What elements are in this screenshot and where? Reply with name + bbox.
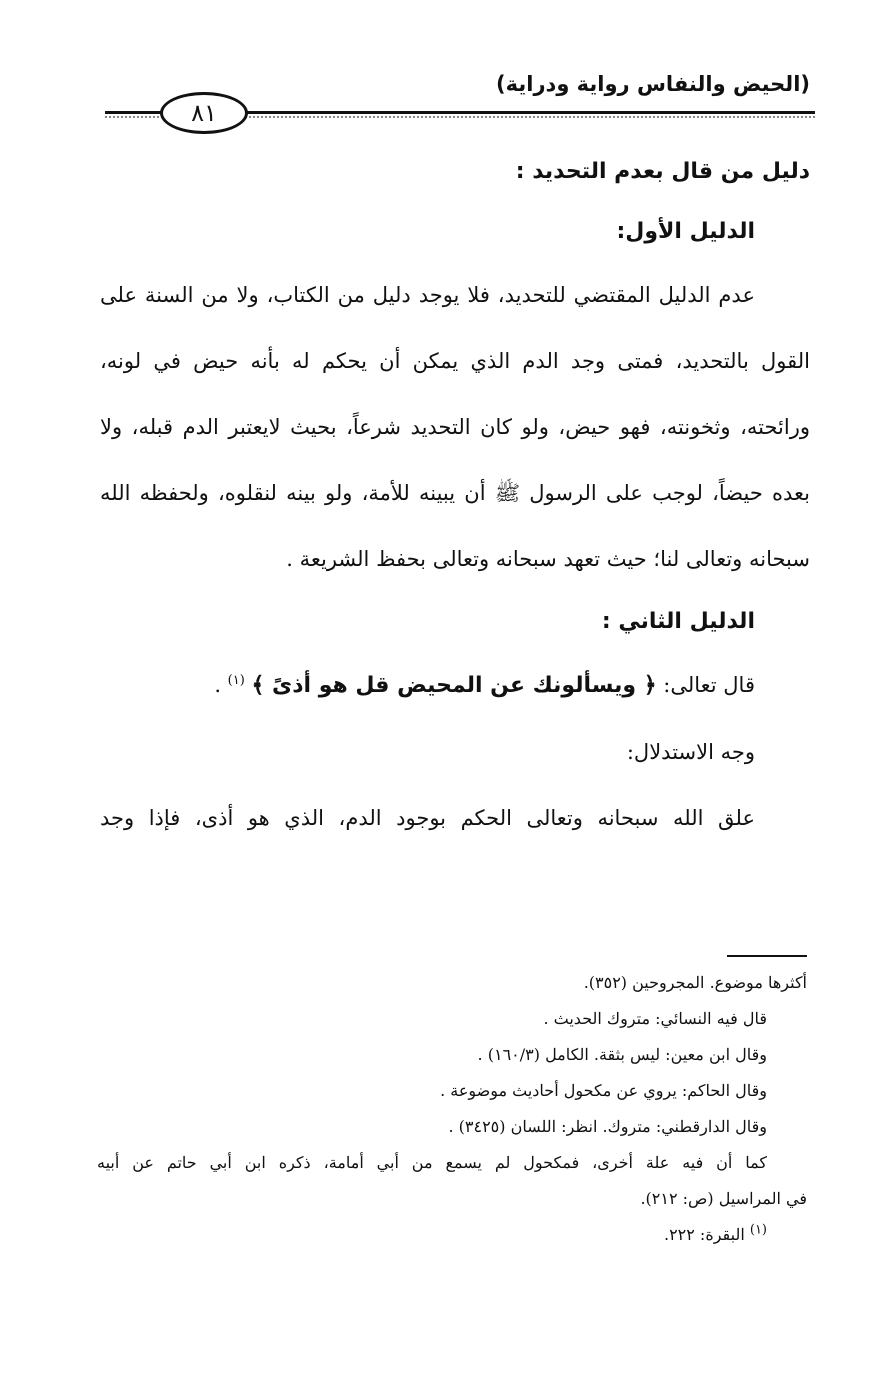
footnote-line: كما أن فيه علة أخرى، فمكحول لم يسمع من أبي أمامة، ذكره ابن أبي حاتم عن أبيه — [97, 1153, 767, 1172]
main-text — [100, 142, 810, 851]
footnote-ref-text: البقرة: ٢٢٢. — [663, 1225, 750, 1244]
section-heading: دليل من قال بعدم التحديد : — [515, 159, 810, 184]
reasoning-paragraph: علق الله سبحانه وتعالى الحكم بوجود الدم، الذي هو أذى، فإذا وجد — [100, 806, 755, 830]
second-proof-heading: الدليل الثاني : — [601, 609, 755, 634]
footnote-ref-marker: (١) — [749, 1222, 767, 1238]
verse-intro: قال تعالى: — [656, 673, 755, 697]
reasoning-heading: وجه الاستدلال: — [626, 740, 755, 764]
verse-end: . — [214, 673, 228, 697]
footnote-line: في المراسيل (ص: ٢١٢). — [640, 1189, 807, 1208]
verse-line — [100, 652, 810, 719]
quran-verse: ﴿ ويسألونك عن المحيض قل هو أذىً ﴾ — [251, 673, 657, 698]
footnotes — [97, 965, 807, 1253]
footnote-line: وقال الحاكم: يروي عن مكحول أحاديث موضوعة . — [440, 1081, 767, 1100]
footnote-reference — [97, 1217, 807, 1253]
first-proof-paragraph: عدم الدليل المقتضي للتحديد، فلا يوجد دليل من الكتاب، ولا من السنة على القول بالتحديد، فمتى وجد الدم الذي يمكن أن يحكم له بأنه حيض في لونه، ورائحته، وثخونته، فهو حيض، ولو كان التحديد شرعاً، بحيث لايعتبر الدم قبله، ولا بعده حيضاً، لوجب على الرسول ﷺ أن يبينه للأمة، ولو بينه لنقلوه، ولحفظه الله سبحانه وتعالى لنا؛ حيث تعهد سبحانه وتعالى بحفظ الشريعة . — [100, 283, 810, 571]
footnote-line: وقال الدارقطني: متروك. انظر: اللسان (٣٤٢٥) . — [448, 1117, 767, 1136]
footnote-marker: (١) — [227, 673, 245, 688]
footnote-line: أكثرها موضوع. المجروحين (٣٥٢). — [583, 973, 807, 992]
footnote-separator — [727, 955, 807, 957]
footnote-line: قال فيه النسائي: متروك الحديث . — [543, 1009, 767, 1028]
page-number: ٨١ — [160, 92, 248, 134]
first-proof-heading: الدليل الأول: — [616, 219, 755, 244]
footnote-line: وقال ابن معين: ليس بثقة. الكامل (١٦٠/٣) . — [477, 1045, 767, 1064]
running-title: (الحيض والنفاس رواية ودراية) — [496, 72, 810, 96]
